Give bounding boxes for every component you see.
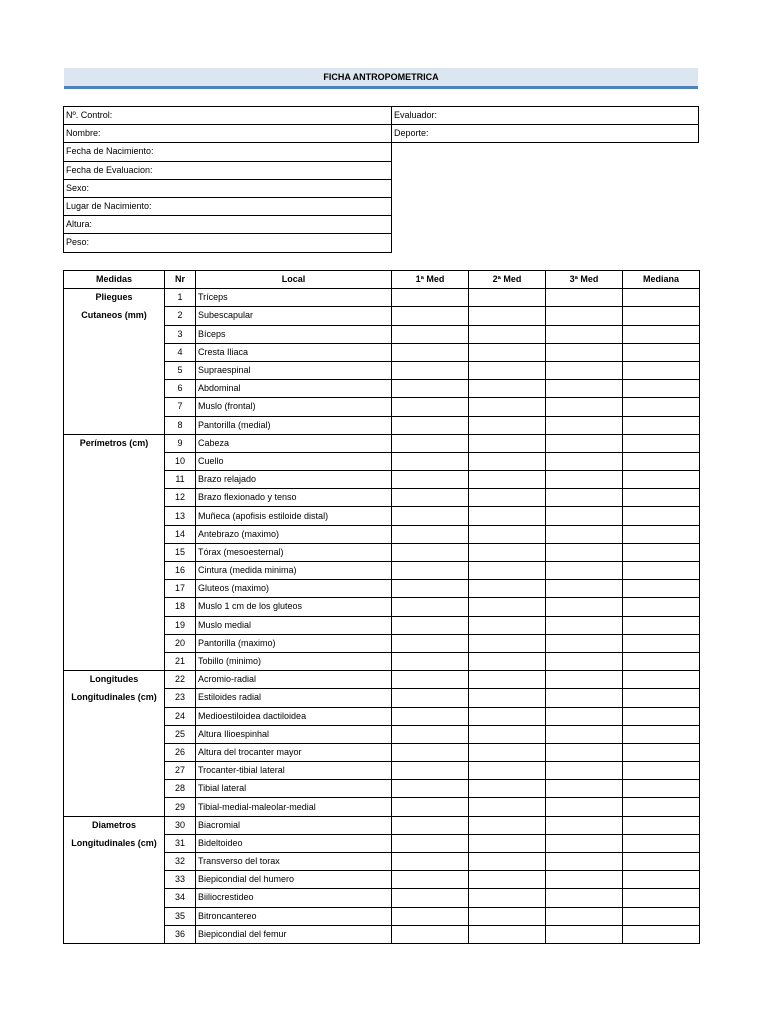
mediana-cell[interactable] (623, 361, 700, 379)
mediana-cell[interactable] (623, 525, 700, 543)
group-label-cell (64, 289, 165, 435)
row-location: Brazo flexionado y tenso (196, 489, 392, 507)
row-location: Abdominal (196, 380, 392, 398)
header-nr: Nr (165, 271, 196, 289)
page-title: FICHA ANTROPOMETRICA (64, 68, 698, 89)
med3-cell[interactable] (546, 452, 623, 470)
mediana-cell[interactable] (623, 416, 700, 434)
mediana-cell[interactable] (623, 652, 700, 670)
med2-cell[interactable] (469, 380, 546, 398)
med2-cell[interactable] (469, 616, 546, 634)
row-number: 1 (165, 289, 196, 307)
row-location: Cresta Iliaca (196, 343, 392, 361)
med2-cell[interactable] (469, 325, 546, 343)
row-location: Bideltoideo (196, 834, 392, 852)
row-number: 27 (165, 762, 196, 780)
med1-cell[interactable] (392, 889, 469, 907)
row-number: 8 (165, 416, 196, 434)
row-number: 24 (165, 707, 196, 725)
med2-cell[interactable] (469, 707, 546, 725)
mediana-cell[interactable] (623, 616, 700, 634)
row-number: 25 (165, 725, 196, 743)
row-number: 17 (165, 580, 196, 598)
row-number: 32 (165, 853, 196, 871)
med2-cell[interactable] (469, 816, 546, 834)
row-location: Estiloides radial (196, 689, 392, 707)
med1-cell[interactable] (392, 816, 469, 834)
mediana-cell[interactable] (623, 307, 700, 325)
row-location: Medioestiloidea dactiloidea (196, 707, 392, 725)
header-mediana: Mediana (623, 271, 700, 289)
med2-cell[interactable] (469, 343, 546, 361)
med1-cell[interactable] (392, 598, 469, 616)
row-location: Trocanter-tibial lateral (196, 762, 392, 780)
mediana-cell[interactable] (623, 380, 700, 398)
med2-cell[interactable] (469, 725, 546, 743)
evaluator-info-table (391, 106, 699, 143)
med1-cell[interactable] (392, 853, 469, 871)
med1-cell[interactable] (392, 416, 469, 434)
row-number: 30 (165, 816, 196, 834)
row-number: 12 (165, 489, 196, 507)
med3-cell[interactable] (546, 671, 623, 689)
med3-cell[interactable] (546, 598, 623, 616)
med1-cell[interactable] (392, 289, 469, 307)
med3-cell[interactable] (546, 580, 623, 598)
row-location: Pantorilla (medial) (196, 416, 392, 434)
mediana-cell[interactable] (623, 925, 700, 943)
birth-place-field[interactable]: Lugar de Nacimiento: (64, 197, 392, 215)
med3-cell[interactable] (546, 707, 623, 725)
mediana-cell[interactable] (623, 434, 700, 452)
row-location: Biepicondial del femur (196, 925, 392, 943)
row-location: Muslo 1 cm de los gluteos (196, 598, 392, 616)
row-location: Tibial lateral (196, 780, 392, 798)
row-number: 34 (165, 889, 196, 907)
group-label: Diametros (91, 819, 136, 830)
med2-cell[interactable] (469, 762, 546, 780)
med3-cell[interactable] (546, 562, 623, 580)
med1-cell[interactable] (392, 780, 469, 798)
med3-cell[interactable] (546, 289, 623, 307)
header-medidas: Medidas (64, 271, 165, 289)
birth-date-field[interactable]: Fecha de Nacimiento: (64, 143, 392, 161)
evaluator-field[interactable]: Evaluador: (392, 107, 699, 125)
med1-cell[interactable] (392, 907, 469, 925)
med3-cell[interactable] (546, 307, 623, 325)
mediana-cell[interactable] (623, 871, 700, 889)
med3-cell[interactable] (546, 361, 623, 379)
mediana-cell[interactable] (623, 562, 700, 580)
mediana-cell[interactable] (623, 907, 700, 925)
row-number: 9 (165, 434, 196, 452)
med1-cell[interactable] (392, 307, 469, 325)
med2-cell[interactable] (469, 798, 546, 816)
med2-cell[interactable] (469, 889, 546, 907)
med1-cell[interactable] (392, 834, 469, 852)
mediana-cell[interactable] (623, 853, 700, 871)
row-number: 7 (165, 398, 196, 416)
group-label: Perímetros (cm) (79, 437, 149, 448)
row-location: Altura del trocanter mayor (196, 743, 392, 761)
info-row (64, 161, 392, 179)
row-location: Gluteos (maximo) (196, 580, 392, 598)
med3-cell[interactable] (546, 434, 623, 452)
mediana-cell[interactable] (623, 471, 700, 489)
med3-cell[interactable] (546, 907, 623, 925)
info-row (392, 125, 699, 143)
med3-cell[interactable] (546, 762, 623, 780)
row-location: Tibial-medial-maleolar-medial (196, 798, 392, 816)
personal-info-table (63, 106, 392, 253)
med1-cell[interactable] (392, 452, 469, 470)
med3-cell[interactable] (546, 925, 623, 943)
row-location: Bíceps (196, 325, 392, 343)
table-row (64, 289, 700, 307)
mediana-cell[interactable] (623, 489, 700, 507)
med2-cell[interactable] (469, 671, 546, 689)
med2-cell[interactable] (469, 543, 546, 561)
row-number: 35 (165, 907, 196, 925)
header-med3: 3ª Med (546, 271, 623, 289)
evaluation-date-field[interactable]: Fecha de Evaluacion: (64, 161, 392, 179)
med3-cell[interactable] (546, 343, 623, 361)
row-location: Pantorilla (maximo) (196, 634, 392, 652)
med1-cell[interactable] (392, 652, 469, 670)
med1-cell[interactable] (392, 543, 469, 561)
med1-cell[interactable] (392, 671, 469, 689)
med1-cell[interactable] (392, 925, 469, 943)
row-location: Biepicondial del humero (196, 871, 392, 889)
row-number: 5 (165, 361, 196, 379)
med1-cell[interactable] (392, 434, 469, 452)
table-row (64, 434, 700, 452)
med3-cell[interactable] (546, 489, 623, 507)
mediana-cell[interactable] (623, 889, 700, 907)
med1-cell[interactable] (392, 743, 469, 761)
med2-cell[interactable] (469, 398, 546, 416)
name-field[interactable]: Nombre: (64, 125, 392, 143)
mediana-cell[interactable] (623, 816, 700, 834)
mediana-cell[interactable] (623, 798, 700, 816)
mediana-cell[interactable] (623, 452, 700, 470)
med2-cell[interactable] (469, 834, 546, 852)
med1-cell[interactable] (392, 707, 469, 725)
row-number: 2 (165, 307, 196, 325)
med3-cell[interactable] (546, 725, 623, 743)
row-location: Cabeza (196, 434, 392, 452)
med3-cell[interactable] (546, 543, 623, 561)
med2-cell[interactable] (469, 853, 546, 871)
mediana-cell[interactable] (623, 325, 700, 343)
med2-cell[interactable] (469, 452, 546, 470)
med3-cell[interactable] (546, 816, 623, 834)
group-label-cell (64, 434, 165, 670)
row-number: 15 (165, 543, 196, 561)
med2-cell[interactable] (469, 634, 546, 652)
med3-cell[interactable] (546, 398, 623, 416)
row-number: 29 (165, 798, 196, 816)
med2-cell[interactable] (469, 743, 546, 761)
header-med1: 1ª Med (392, 271, 469, 289)
row-location: Biacromial (196, 816, 392, 834)
row-location: Supraespinal (196, 361, 392, 379)
med2-cell[interactable] (469, 598, 546, 616)
med2-cell[interactable] (469, 871, 546, 889)
med1-cell[interactable] (392, 325, 469, 343)
mediana-cell[interactable] (623, 580, 700, 598)
med1-cell[interactable] (392, 634, 469, 652)
med3-cell[interactable] (546, 380, 623, 398)
mediana-cell[interactable] (623, 598, 700, 616)
row-location: Cintura (medida minima) (196, 562, 392, 580)
group-label-cell (64, 816, 165, 943)
header-local: Local (196, 271, 392, 289)
row-location: Bitroncantereo (196, 907, 392, 925)
info-row (64, 125, 392, 143)
row-location: Brazo relajado (196, 471, 392, 489)
row-location: Subescapular (196, 307, 392, 325)
mediana-cell[interactable] (623, 743, 700, 761)
med1-cell[interactable] (392, 616, 469, 634)
row-number: 16 (165, 562, 196, 580)
med3-cell[interactable] (546, 652, 623, 670)
med3-cell[interactable] (546, 743, 623, 761)
group-label-line2: Longitudinales (cm) (71, 837, 157, 848)
row-number: 11 (165, 471, 196, 489)
med1-cell[interactable] (392, 361, 469, 379)
weight-field[interactable]: Peso: (64, 234, 392, 252)
row-location: Muñeca (apofisis estiloide distal) (196, 507, 392, 525)
mediana-cell[interactable] (623, 689, 700, 707)
measurements-body (64, 289, 700, 944)
med3-cell[interactable] (546, 507, 623, 525)
row-number: 22 (165, 671, 196, 689)
row-number: 14 (165, 525, 196, 543)
row-location: Altura Ilioespinhal (196, 725, 392, 743)
med1-cell[interactable] (392, 580, 469, 598)
row-number: 10 (165, 452, 196, 470)
row-location: Biiliocrestideo (196, 889, 392, 907)
row-number: 33 (165, 871, 196, 889)
med3-cell[interactable] (546, 889, 623, 907)
row-number: 26 (165, 743, 196, 761)
row-number: 21 (165, 652, 196, 670)
med1-cell[interactable] (392, 762, 469, 780)
mediana-cell[interactable] (623, 634, 700, 652)
med2-cell[interactable] (469, 489, 546, 507)
row-number: 4 (165, 343, 196, 361)
med3-cell[interactable] (546, 325, 623, 343)
med2-cell[interactable] (469, 289, 546, 307)
mediana-cell[interactable] (623, 834, 700, 852)
row-number: 13 (165, 507, 196, 525)
info-row (392, 107, 699, 125)
row-location: Tobillo (minimo) (196, 652, 392, 670)
mediana-cell[interactable] (623, 762, 700, 780)
info-row (64, 107, 392, 125)
med2-cell[interactable] (469, 361, 546, 379)
med2-cell[interactable] (469, 471, 546, 489)
row-location: Muslo medial (196, 616, 392, 634)
med3-cell[interactable] (546, 834, 623, 852)
med3-cell[interactable] (546, 471, 623, 489)
group-label: Longitudes (89, 674, 139, 685)
med1-cell[interactable] (392, 489, 469, 507)
med2-cell[interactable] (469, 925, 546, 943)
med3-cell[interactable] (546, 780, 623, 798)
med2-cell[interactable] (469, 562, 546, 580)
med2-cell[interactable] (469, 525, 546, 543)
med1-cell[interactable] (392, 380, 469, 398)
mediana-cell[interactable] (623, 671, 700, 689)
row-number: 19 (165, 616, 196, 634)
med1-cell[interactable] (392, 343, 469, 361)
med3-cell[interactable] (546, 871, 623, 889)
info-row (64, 234, 392, 252)
row-number: 31 (165, 834, 196, 852)
height-field[interactable]: Altura: (64, 216, 392, 234)
med1-cell[interactable] (392, 725, 469, 743)
mediana-cell[interactable] (623, 507, 700, 525)
mediana-cell[interactable] (623, 343, 700, 361)
mediana-cell[interactable] (623, 725, 700, 743)
row-location: Tríceps (196, 289, 392, 307)
med1-cell[interactable] (392, 398, 469, 416)
table-row (64, 816, 700, 834)
med1-cell[interactable] (392, 562, 469, 580)
row-number: 36 (165, 925, 196, 943)
sport-field[interactable]: Deporte: (392, 125, 699, 143)
med3-cell[interactable] (546, 616, 623, 634)
mediana-cell[interactable] (623, 780, 700, 798)
row-location: Antebrazo (maximo) (196, 525, 392, 543)
med2-cell[interactable] (469, 307, 546, 325)
info-row (64, 179, 392, 197)
group-label-line2: Longitudinales (cm) (71, 692, 157, 703)
table-row (64, 671, 700, 689)
med1-cell[interactable] (392, 525, 469, 543)
med1-cell[interactable] (392, 871, 469, 889)
group-label-line2 (64, 452, 164, 470)
med3-cell[interactable] (546, 798, 623, 816)
med2-cell[interactable] (469, 652, 546, 670)
header-med2: 2ª Med (469, 271, 546, 289)
row-location: Tórax (mesoesternal) (196, 543, 392, 561)
med1-cell[interactable] (392, 798, 469, 816)
med3-cell[interactable] (546, 416, 623, 434)
mediana-cell[interactable] (623, 707, 700, 725)
row-location: Cuello (196, 452, 392, 470)
mediana-cell[interactable] (623, 289, 700, 307)
med1-cell[interactable] (392, 507, 469, 525)
med2-cell[interactable] (469, 780, 546, 798)
sex-field[interactable]: Sexo: (64, 179, 392, 197)
info-row (64, 143, 392, 161)
med2-cell[interactable] (469, 689, 546, 707)
info-row (64, 216, 392, 234)
header-row (64, 271, 700, 289)
med3-cell[interactable] (546, 689, 623, 707)
row-number: 23 (165, 689, 196, 707)
row-number: 28 (165, 780, 196, 798)
row-number: 3 (165, 325, 196, 343)
med3-cell[interactable] (546, 634, 623, 652)
mediana-cell[interactable] (623, 543, 700, 561)
row-number: 18 (165, 598, 196, 616)
med1-cell[interactable] (392, 689, 469, 707)
med3-cell[interactable] (546, 853, 623, 871)
med3-cell[interactable] (546, 525, 623, 543)
med2-cell[interactable] (469, 434, 546, 452)
row-location: Acromio-radial (196, 671, 392, 689)
med2-cell[interactable] (469, 907, 546, 925)
control-number-field[interactable]: Nº. Control: (64, 107, 392, 125)
mediana-cell[interactable] (623, 398, 700, 416)
row-number: 20 (165, 634, 196, 652)
info-row (64, 197, 392, 215)
med2-cell[interactable] (469, 507, 546, 525)
med1-cell[interactable] (392, 471, 469, 489)
row-location: Transverso del torax (196, 853, 392, 871)
measurements-table (63, 270, 700, 944)
med2-cell[interactable] (469, 416, 546, 434)
med2-cell[interactable] (469, 580, 546, 598)
group-label: Pliegues (95, 292, 133, 303)
group-label-cell (64, 671, 165, 817)
row-number: 6 (165, 380, 196, 398)
group-label-line2: Cutaneos (mm) (81, 310, 147, 321)
row-location: Muslo (frontal) (196, 398, 392, 416)
